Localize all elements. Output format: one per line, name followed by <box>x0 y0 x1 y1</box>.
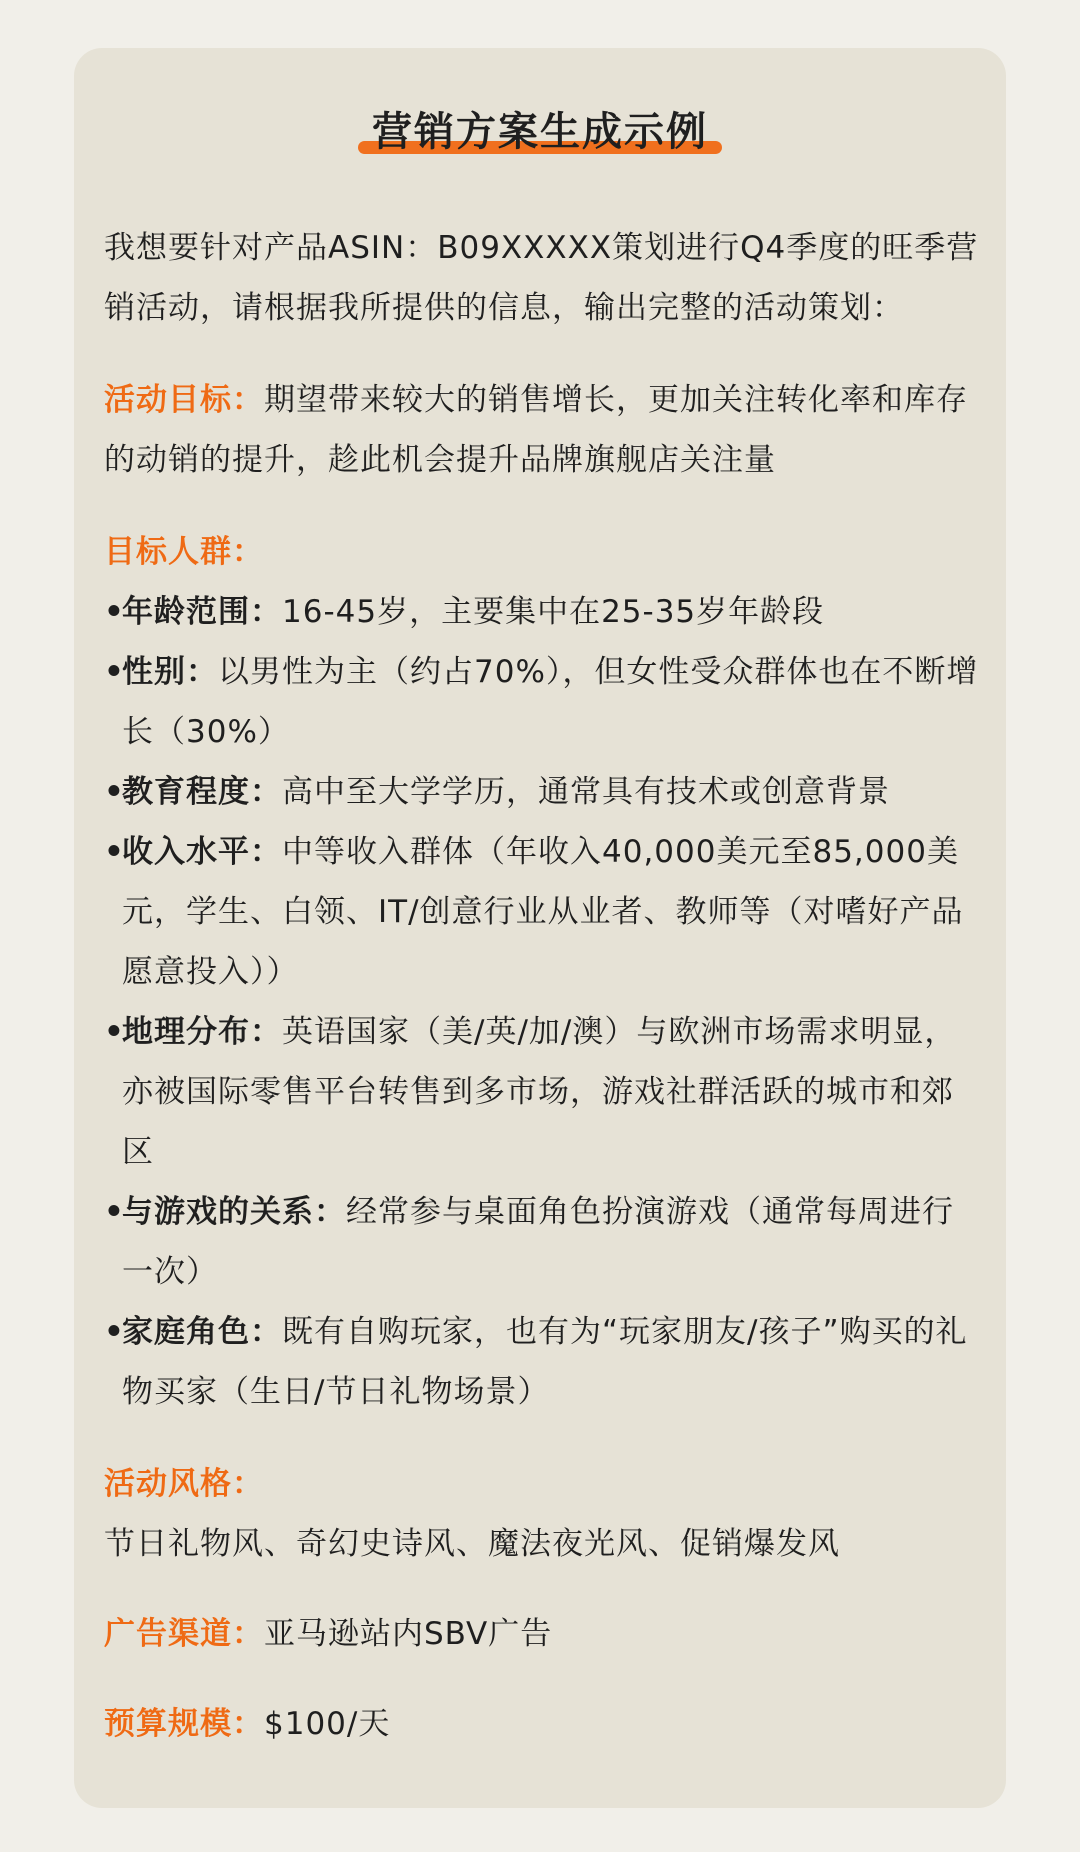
content-card <box>74 48 1006 1808</box>
page-title <box>358 108 722 156</box>
list-item-term: 性别： <box>122 654 218 690</box>
list-item-text: 英语国家（美/英/加/澳）与欧洲市场需求明显，亦被国际零售平台转售到多市场，游戏社群活跃的城市和郊区 <box>122 1014 957 1170</box>
bullet-dot: • <box>104 774 125 810</box>
list-item <box>104 642 982 762</box>
channel-text: 亚马逊站内SBV广告 <box>264 1616 553 1652</box>
list-item-term: 地理分布： <box>122 1014 282 1050</box>
list-item <box>104 1002 982 1182</box>
list-item-text: 高中至大学学历，通常具有技术或创意背景 <box>282 774 890 810</box>
budget-paragraph <box>104 1694 982 1754</box>
list-item-term: 家庭角色： <box>122 1314 282 1350</box>
list-item-term: 与游戏的关系： <box>122 1194 346 1230</box>
page-title-text: 营销方案生成示例 <box>372 109 708 155</box>
style-text: 节日礼物风、奇幻史诗风、魔法夜光风、促销爆发风 <box>104 1526 840 1562</box>
list-item-term: 年龄范围： <box>122 594 282 630</box>
budget-label: 预算规模： <box>104 1706 264 1742</box>
bullet-dot: • <box>104 1194 125 1230</box>
list-item <box>104 582 982 642</box>
list-item-term: 收入水平： <box>122 834 282 870</box>
intro-paragraph: 我想要针对产品ASIN：B09XXXXX策划进行Q4季度的旺季营销活动，请根据我所提供的信息，输出完整的活动策划： <box>104 230 979 326</box>
style-label: 活动风格： <box>104 1466 264 1502</box>
channel-label: 广告渠道： <box>104 1616 264 1652</box>
list-item-text: 经常参与桌面角色扮演游戏（通常每周进行一次） <box>122 1194 954 1290</box>
list-item-text: 中等收入群体（年收入40,000美元至85,000美元，学生、白领、IT/创意行业从业者、教师等（对嗜好产品愿意投入）） <box>122 834 964 990</box>
channel-paragraph <box>104 1604 982 1664</box>
bullet-dot: • <box>104 834 125 870</box>
budget-text: $100/天 <box>264 1706 391 1742</box>
audience-list <box>104 582 982 1422</box>
title-area <box>74 108 1006 156</box>
list-item <box>104 1302 982 1422</box>
goal-label: 活动目标： <box>104 382 264 418</box>
bullet-dot: • <box>104 594 125 630</box>
bullet-dot: • <box>104 654 125 690</box>
bullet-dot: • <box>104 1314 125 1350</box>
goal-paragraph <box>104 370 982 490</box>
list-item-term: 教育程度： <box>122 774 282 810</box>
list-item-text: 16-45岁，主要集中在25-35岁年龄段 <box>282 594 825 630</box>
goal-text: 期望带来较大的销售增长，更加关注转化率和库存的动销的提升，趁此机会提升品牌旗舰店关注量 <box>104 382 968 478</box>
list-item <box>104 822 982 1002</box>
list-item <box>104 1182 982 1302</box>
document-body <box>104 218 982 1754</box>
list-item-text: 既有自购玩家，也有为“玩家朋友/孩子”购买的礼物买家（生日/节日礼物场景） <box>122 1314 968 1410</box>
bullet-dot: • <box>104 1014 125 1050</box>
list-item-text: 以男性为主（约占70%），但女性受众群体也在不断增长（30%） <box>122 654 979 750</box>
list-item <box>104 762 982 822</box>
audience-label: 目标人群： <box>104 534 264 570</box>
